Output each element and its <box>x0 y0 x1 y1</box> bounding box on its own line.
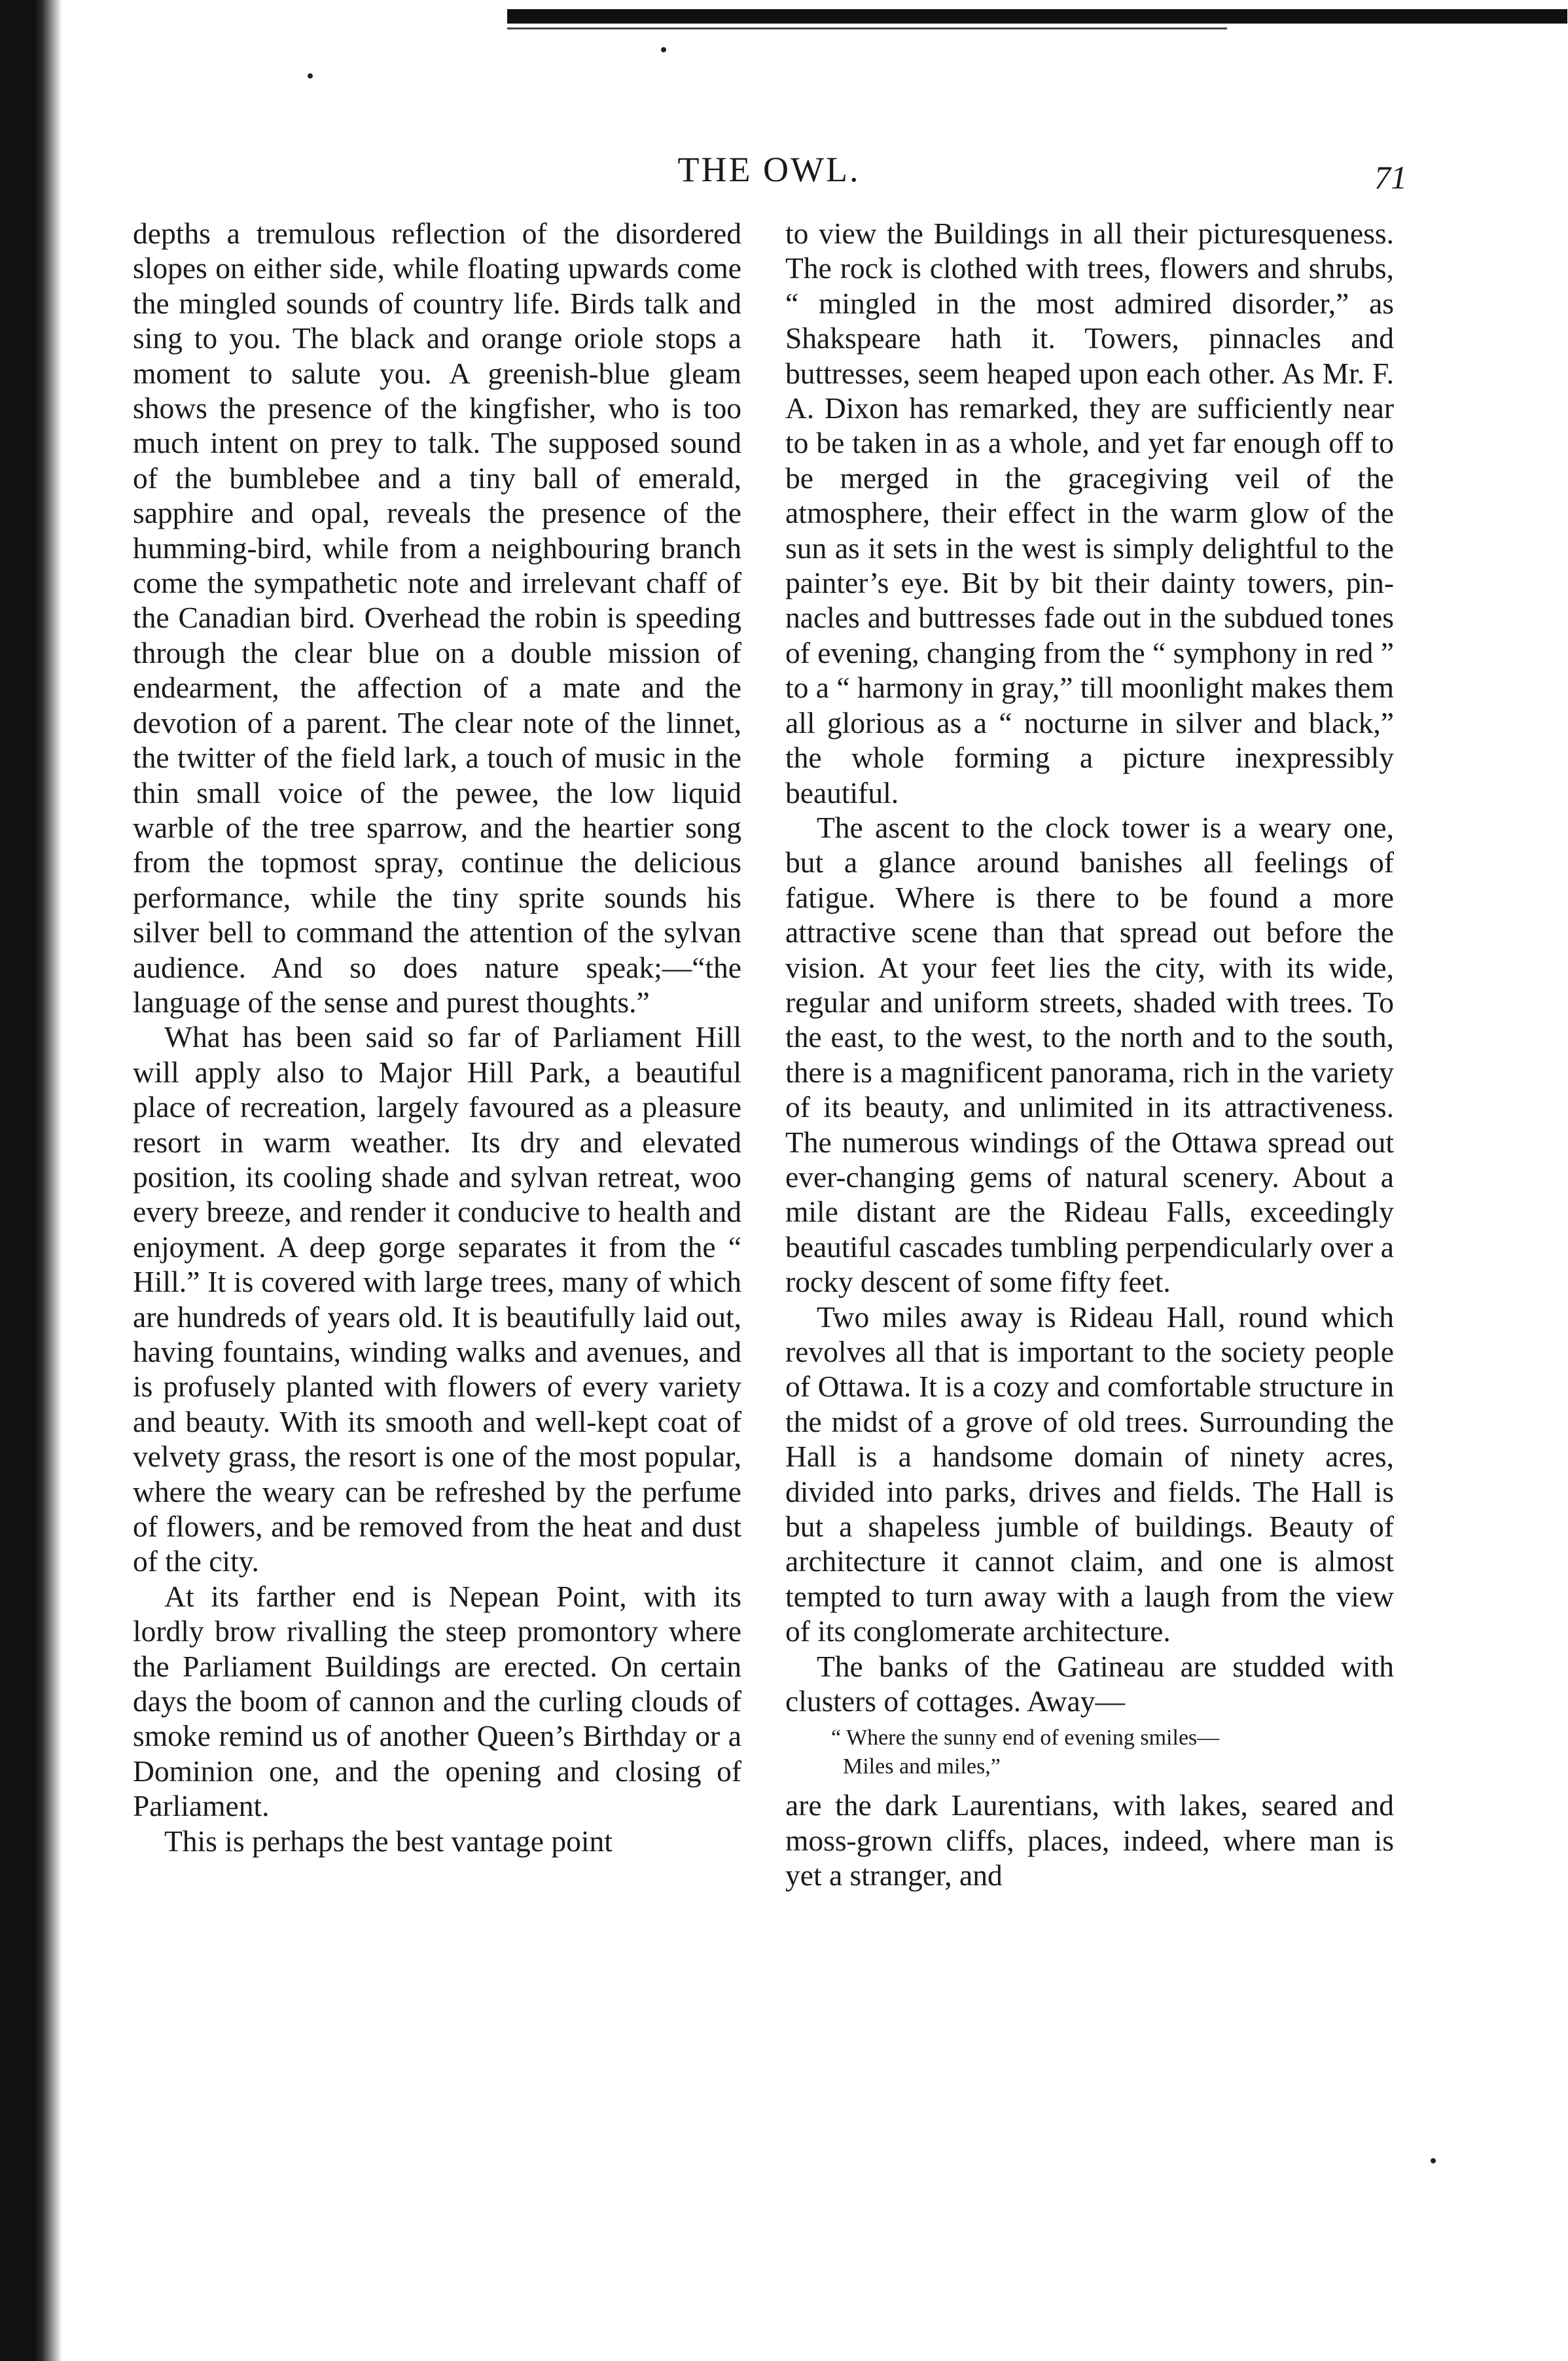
top-rule-thin <box>507 27 1227 29</box>
verse-line: Miles and miles,” <box>843 1754 1001 1779</box>
verse-quote <box>831 1724 1394 1781</box>
paragraph: Two miles away is Rideau Hall, round which revolves all that is important to the society people of Ottawa. It is a cozy and comfortable structure in the midst of a grove of old trees. Surrounding the Hall is a handsome domain of ninety acres, divided into parks, drives and fields. The Hall is but a shapeless jumble of buildings. Beauty of architecture it cannot claim, and one is almost tempted to turn away with a laugh from the view of its conglomerate architecture. <box>785 1300 1394 1648</box>
paragraph: This is perhaps the best vantage point <box>164 1824 613 1858</box>
left-column <box>133 216 741 1858</box>
page-header <box>131 149 1407 208</box>
paragraph: are the dark Laurentians, with lakes, seared and moss-grown cliffs, places, indeed, where man is yet a stranger, and <box>785 1788 1394 1892</box>
paragraph: The ascent to the clock tower is a weary one, but a glance around banishes all feelings of fatigue. Where is there to be found a more attractive scene than that spread out before the vision. At your feet lies the city, with its wide, regular and uniform streets, shaded with trees. To the east, to the west, to the north and to the south, there is a magnificent panorama, rich in the variety of its beauty, and unlimited in its attractiveness. The numerous windings of the Ottawa spread out ever-changing gems of natural scenery. About a mile distant are the Rideau Falls, exceedingly beautiful cascades tumbling perpendicularly over a rocky descent of some fifty feet. <box>785 810 1394 1299</box>
right-column <box>785 216 1394 1893</box>
paragraph: At its farther end is Nepean Point, with its lordly brow rivalling the steep promontory where the Parliament Buildings are erected. On certain days the boom of cannon and the curling clouds of smoke remind us of another Queen’s Birthday or a Dominion one, and the opening and closing of Parliament. <box>133 1579 741 1823</box>
page-number: 71 <box>1374 159 1407 196</box>
paragraph: What has been said so far of Parliament Hill will apply also to Major Hill Park, a beautiful place of recreation, largely favoured as a pleasure resort in warm weather. Its dry and elevated position, its cooling shade and sylvan retreat, woo every breeze, and render it conducive to health and enjoyment. A deep gorge separates it from the “ Hill.” It is covered with large trees, many of which are hundreds of years old. It is beautifully laid out, having fountains, winding walks and avenues, and is profusely planted with flowers of every variety and beauty. With its smooth and well-kept coat of velvety grass, the resort is one of the most popular, where the weary can be refreshed by the perfume of flowers, and be removed from the heat and dust of the city. <box>133 1020 741 1578</box>
speck <box>308 73 313 79</box>
speck <box>661 47 666 52</box>
verse-line: “ Where the sunny end of evening smiles— <box>831 1726 1220 1750</box>
running-title: THE OWL. <box>677 150 861 189</box>
scan-binding-edge <box>0 0 62 2361</box>
paragraph: to view the Buildings in all their picturesqueness. The rock is clothed with trees, flowers and shrubs, “ mingled in the most admired disorder,” as Shakspeare hath it. Towers, pinnacles and buttresses, seem heaped upon each other. As Mr. F. A. Dixon has remarked, they are sufficiently near to be taken in as a whole, and yet far enough off to be merged in the gracegiving veil of the atmosphere, their effect in the warm glow of the sun as it sets in the west is simply delightful to the painter’s eye. Bit by bit their dainty towers, pinnacles and buttresses fade out in the subdued tones of evening, changing from the “ symphony in red ” to a “ harmony in gray,” till moonlight makes them all glorious as a “ nocturne in silver and black,” the whole forming a picture inexpressibly beautiful. <box>785 217 1394 809</box>
speck <box>1431 2158 1436 2163</box>
paragraph: The banks of the Gatineau are studded with clusters of cottages. Away— <box>785 1649 1394 1718</box>
paragraph: depths a tremulous reflection of the disordered slopes on either side, while floating upwards come the mingled sounds of country life. Birds talk and sing to you. The black and orange oriole stops a moment to salute you. A greenish-blue gleam shows the presence of the kingfisher, who is too much intent on prey to talk. The supposed sound of the bumblebee and a tiny ball of emerald, sapphire and opal, reveals the presence of the humming-bird, while from a neighbouring branch come the sympathetic note and irrelevant chaff of the Canadian bird. Overhead the robin is speeding through the clear blue on a double mission of endearment, the affection of a mate and the devotion of a parent. The clear note of the linnet, the twitter of the field lark, a touch of music in the thin small voice of the pewee, the low liquid warble of the tree sparrow, and the heartier song from the topmost spray, continue the delicious performance, while the tiny sprite sounds his silver bell to command the attention of the sylvan audience. And so does nature speak;—“the language of the sense and purest thoughts.” <box>133 217 741 1019</box>
top-rule <box>507 9 1567 24</box>
